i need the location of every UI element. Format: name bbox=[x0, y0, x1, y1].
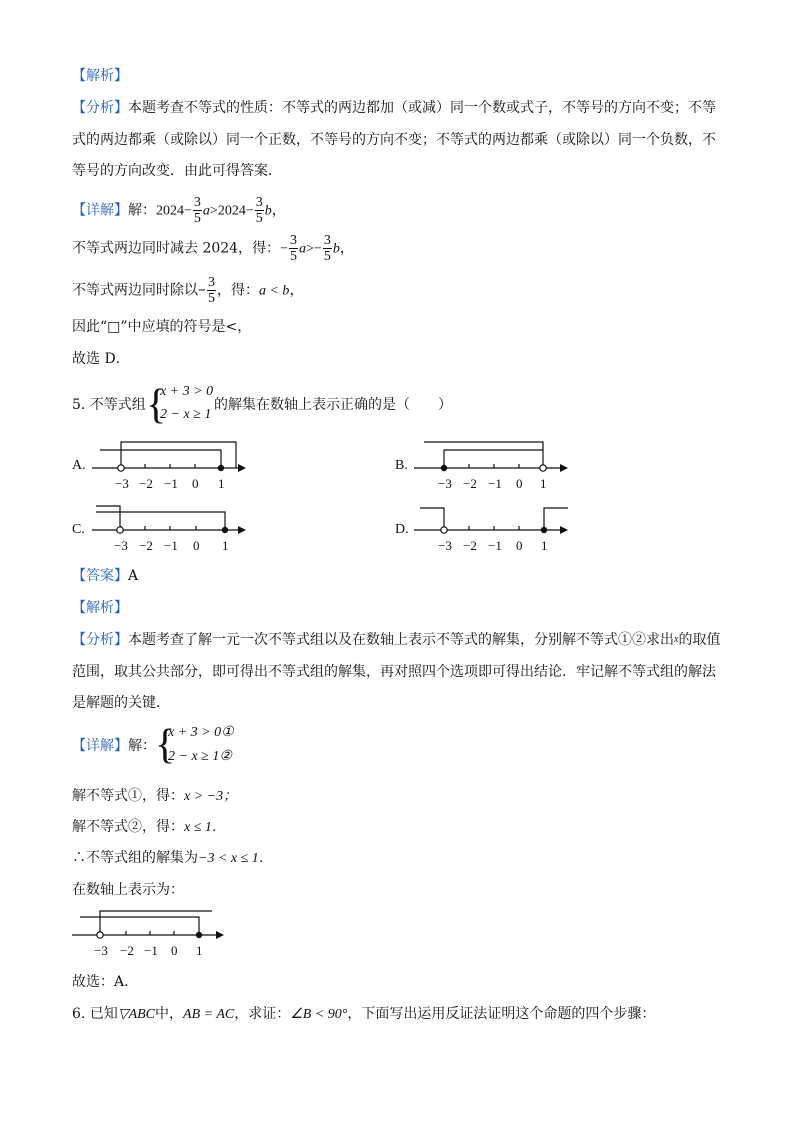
svg-text:−3: −3 bbox=[438, 476, 452, 491]
option-d-numberline[interactable] bbox=[410, 498, 580, 560]
fraction-3-5: $\frac{3}{5}$ bbox=[193, 195, 201, 226]
svg-text:−1: −1 bbox=[164, 538, 178, 553]
detail2-line-1: 【详解】解： bbox=[72, 738, 156, 754]
q5-suffix: 的解集在数轴上表示正确的是（ ） bbox=[214, 397, 452, 413]
gt-sign: > bbox=[306, 241, 314, 257]
analysis-text: 本题考查不等式的性质：不等式的两边都加（或减）同一个数或式子，不等号的方向不变；不等 bbox=[128, 100, 716, 116]
detail-line-4: 因此“□”中应填的符号是<， bbox=[72, 319, 252, 335]
var-a: a bbox=[299, 241, 306, 257]
svg-text:−2: −2 bbox=[120, 943, 134, 958]
fenxi-label: 【分析】 bbox=[72, 100, 128, 116]
analysis-line-3: 等号的方向改变．由此可得答案． bbox=[72, 163, 282, 179]
svg-text:−1: −1 bbox=[488, 476, 502, 491]
fraction-3-5: $\frac{3}{5}$ bbox=[207, 275, 215, 306]
choose-line: 故选：A． bbox=[72, 974, 139, 990]
numberline-intro: 在数轴上表示为： bbox=[72, 882, 184, 898]
answer-line bbox=[72, 566, 138, 586]
q5-prefix: 不等式组 bbox=[89, 397, 146, 413]
svg-text:−1: −1 bbox=[488, 538, 502, 553]
q6-stem: 6. 已知▽ABC中，AB = AC，求证：∠B < 90°，下面写出运用反证法证明这个命题的四个步骤： bbox=[72, 1006, 656, 1022]
minus-sign: − bbox=[313, 241, 322, 257]
option-b-label[interactable]: B. bbox=[395, 458, 408, 473]
xiangjie-label-2: 【详解】 bbox=[72, 738, 128, 754]
solve-line-2: 解不等式②，得：x ≤ 1． bbox=[72, 819, 226, 835]
q5-ineq2: 2 − x ≥ 1 bbox=[160, 407, 212, 422]
xiangjie-label: 【详解】 bbox=[72, 202, 128, 219]
svg-text:−1: −1 bbox=[164, 476, 178, 491]
gt-sign: > bbox=[209, 203, 218, 219]
analysis-line-2: 式的两边都乘（或除以）同一个正数，不等号的方向不变；不等式的两边都乘（或除以）同一个负数，不 bbox=[72, 132, 716, 148]
analysis-line-1 bbox=[72, 98, 716, 118]
svg-text:−3: −3 bbox=[114, 538, 128, 553]
svg-text:1: 1 bbox=[541, 538, 548, 553]
svg-text:−1: −1 bbox=[144, 943, 158, 958]
analysis2-line-3: 是解题的关键． bbox=[72, 695, 170, 711]
system-ineq1: x + 3 > 0① bbox=[168, 725, 234, 740]
jiexi-heading-2: 【解析】 bbox=[72, 600, 128, 616]
therefore-line: ∴不等式组的解集为−3 < x ≤ 1． bbox=[72, 850, 273, 866]
svg-text:1: 1 bbox=[540, 476, 547, 491]
var-b: b bbox=[332, 241, 340, 257]
option-b-numberline[interactable] bbox=[410, 436, 580, 498]
var-b: b bbox=[264, 203, 272, 219]
solution-numberline bbox=[68, 905, 238, 965]
num-2024: 2024 bbox=[217, 203, 246, 219]
option-c-label[interactable]: C. bbox=[72, 522, 85, 537]
step3-result: a < b bbox=[258, 283, 290, 299]
svg-text:−3: −3 bbox=[115, 476, 129, 491]
svg-text:0: 0 bbox=[192, 476, 199, 491]
comma: ， bbox=[339, 240, 354, 257]
system-ineq2: 2 − x ≥ 1② bbox=[168, 749, 232, 764]
svg-text:0: 0 bbox=[516, 476, 523, 491]
system-brace: { bbox=[155, 722, 176, 768]
minus-sign: − bbox=[184, 203, 192, 219]
minus-sign: − bbox=[280, 241, 288, 257]
solve-line-1: 解不等式①，得：x > −3； bbox=[72, 788, 238, 804]
detail-line-1 bbox=[72, 195, 286, 227]
q5-stem bbox=[72, 395, 146, 415]
step3-mid: ，得： bbox=[216, 282, 259, 299]
option-a-label[interactable]: A. bbox=[72, 458, 86, 473]
svg-text:−2: −2 bbox=[463, 538, 477, 553]
option-a-numberline[interactable] bbox=[88, 436, 258, 498]
option-d-label[interactable]: D. bbox=[395, 522, 409, 537]
analysis2-line-1: 【分析】本题考查了解一元一次不等式组以及在数轴上表示不等式的解集，分别解不等式①②求出$^x$的取值 bbox=[72, 632, 721, 648]
minus-sign: − bbox=[245, 203, 254, 219]
svg-text:1: 1 bbox=[218, 476, 225, 491]
q5-ineq1: x + 3 > 0 bbox=[160, 384, 214, 399]
svg-text:−2: −2 bbox=[463, 476, 477, 491]
svg-text:1: 1 bbox=[222, 538, 229, 553]
step2-text: 不等式两边同时减去 2024，得： bbox=[72, 240, 281, 257]
q5-number: 5. bbox=[72, 397, 86, 413]
detail-line-2 bbox=[72, 233, 354, 265]
comma: ， bbox=[289, 282, 304, 299]
var-a: a bbox=[202, 203, 210, 219]
fraction-3-5: $\frac{3}{5}$ bbox=[290, 233, 297, 264]
answer-value: A bbox=[128, 568, 139, 584]
svg-text:0: 0 bbox=[193, 538, 200, 553]
svg-text:−2: −2 bbox=[139, 538, 153, 553]
q5-brace: { bbox=[146, 382, 167, 428]
step3-text: 不等式两边同时除以 bbox=[72, 282, 198, 299]
comma: ， bbox=[271, 202, 286, 219]
analysis2-line-2: 范围，取其公共部分，即可得出不等式组的解集，再对照四个选项即可得出结论．牢记解不等式组的解法 bbox=[72, 664, 716, 680]
jiexi-heading: 【解析】 bbox=[72, 68, 128, 84]
svg-text:0: 0 bbox=[171, 943, 178, 958]
minus-sign: − bbox=[198, 283, 206, 299]
q6-number: 6. bbox=[72, 1006, 86, 1022]
var-x: x bbox=[674, 634, 679, 645]
svg-text:−3: −3 bbox=[94, 943, 108, 958]
detail-line-3 bbox=[72, 275, 303, 307]
num-2024: 2024 bbox=[156, 203, 184, 219]
fenxi-label-2: 【分析】 bbox=[72, 632, 128, 648]
daan-label: 【答案】 bbox=[72, 568, 128, 584]
fraction-3-5: $\frac{3}{5}$ bbox=[323, 233, 331, 264]
svg-text:1: 1 bbox=[196, 943, 203, 958]
svg-text:−2: −2 bbox=[139, 476, 153, 491]
detail-line-5: 故选 D． bbox=[72, 351, 130, 367]
option-c-numberline[interactable] bbox=[88, 498, 258, 560]
svg-text:−3: −3 bbox=[438, 538, 452, 553]
fraction-3-5: $\frac{3}{5}$ bbox=[255, 195, 263, 226]
detail-prefix: 解： bbox=[128, 202, 156, 219]
svg-text:0: 0 bbox=[516, 538, 523, 553]
